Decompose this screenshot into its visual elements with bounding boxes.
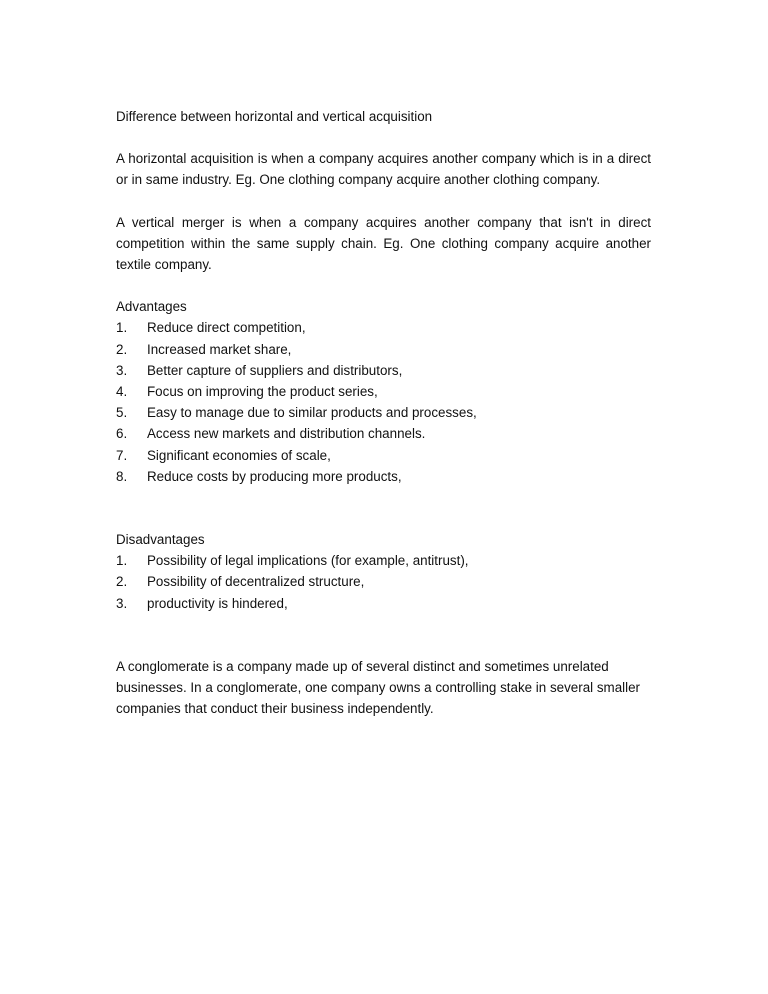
list-item-text: Possibility of legal implications (for example, antitrust), [147, 553, 469, 569]
advantages-heading: Advantages [116, 299, 187, 315]
list-number: 1. [116, 320, 128, 336]
conglomerate-paragraph: A conglomerate is a company made up of several distinct and sometimes unrelated businesses. In a conglomerate, one company owns a controlling stake in several smaller companies that conduct their business independently. [116, 658, 640, 717]
spacer [116, 191, 651, 212]
list-item [116, 423, 651, 444]
spacer [116, 127, 651, 148]
vertical-merger-paragraph: A vertical merger is when a company acquires another company that isn't in direct competition within the same supply chain. Eg. One clothing company acquire another textile company. [116, 214, 651, 273]
spacer [116, 487, 651, 529]
document-page [116, 106, 651, 719]
list-item-text: Reduce direct competition, [147, 320, 306, 336]
list-item-text: Increased market share, [147, 341, 292, 357]
list-item [116, 593, 651, 614]
list-item [116, 360, 651, 381]
list-number: 2. [116, 341, 128, 357]
list-number: 5. [116, 405, 128, 421]
list-item [116, 317, 651, 338]
list-number: 1. [116, 553, 128, 569]
list-item-text: productivity is hindered, [147, 595, 288, 611]
list-item-text: Access new markets and distribution channels. [147, 426, 426, 442]
list-number: 2. [116, 574, 128, 590]
advantages-list [116, 317, 651, 487]
list-item-text: Better capture of suppliers and distributors, [147, 362, 403, 378]
list-item [116, 466, 651, 487]
list-item [116, 445, 651, 466]
spacer [116, 275, 651, 296]
disadvantages-heading: Disadvantages [116, 532, 205, 548]
list-number: 6. [116, 426, 128, 442]
list-number: 4. [116, 384, 128, 400]
list-item-text: Significant economies of scale, [147, 447, 331, 463]
spacer [116, 614, 651, 656]
horizontal-acquisition-paragraph: A horizontal acquisition is when a company acquires another company which is in a direct or in same industry. Eg. One clothing company acquire another clothing company. [116, 151, 651, 188]
list-number: 3. [116, 362, 128, 378]
list-item [116, 550, 651, 571]
list-item [116, 571, 651, 592]
list-item [116, 402, 651, 423]
list-item [116, 339, 651, 360]
list-number: 8. [116, 468, 128, 484]
list-item [116, 381, 651, 402]
list-number: 3. [116, 595, 128, 611]
list-number: 7. [116, 447, 128, 463]
list-item-text: Reduce costs by producing more products, [147, 468, 402, 484]
list-item-text: Possibility of decentralized structure, [147, 574, 365, 590]
list-item-text: Easy to manage due to similar products and processes, [147, 405, 477, 421]
document-title: Difference between horizontal and vertical acquisition [116, 109, 433, 124]
disadvantages-list [116, 550, 651, 614]
list-item-text: Focus on improving the product series, [147, 384, 378, 400]
